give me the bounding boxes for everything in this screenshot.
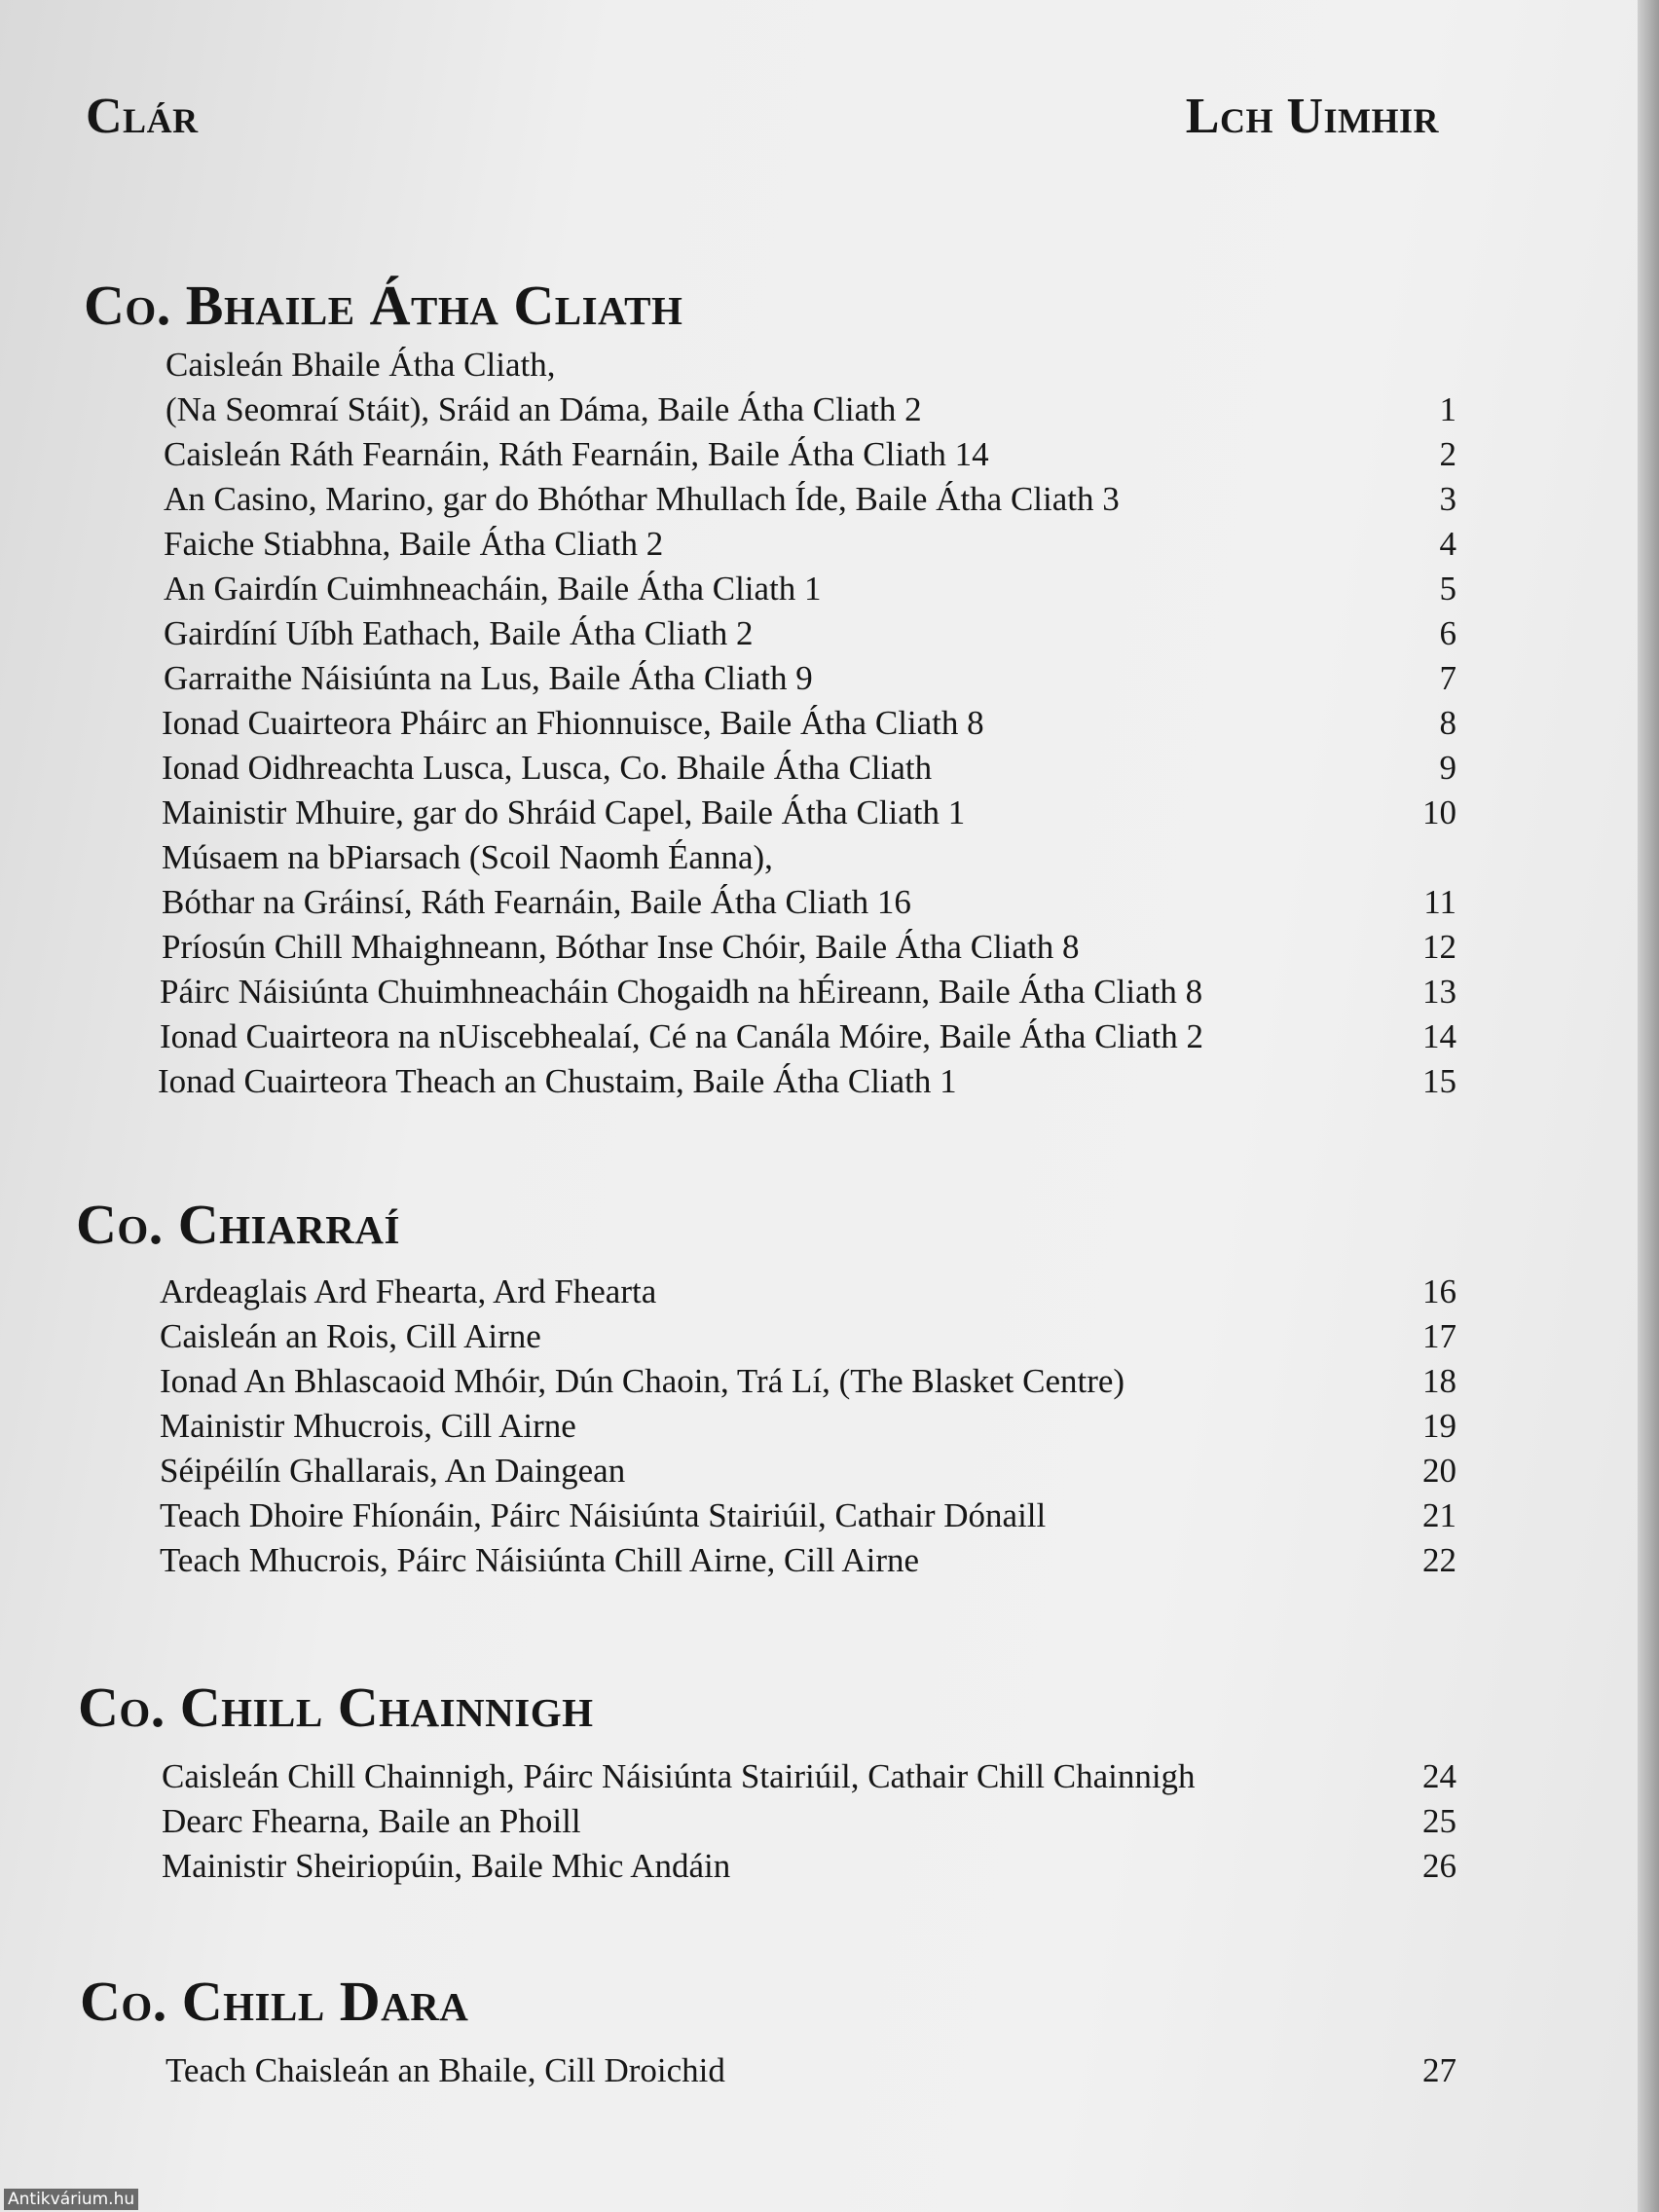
entry-title: Séipéilín Ghallarais, An Daingean xyxy=(160,1452,626,1490)
toc-entry[interactable] xyxy=(0,1059,1659,1104)
toc-entry[interactable] xyxy=(0,656,1659,701)
toc-entry[interactable] xyxy=(0,1270,1659,1314)
entry-page: 7 xyxy=(1439,659,1456,697)
watermark-text: Antikvárium.hu xyxy=(4,2189,138,2210)
entry-title: Caisleán Chill Chainnigh, Páirc Náisiúnta Stairiúil, Cathair Chill Chainnigh xyxy=(162,1757,1196,1795)
toc-entry[interactable] xyxy=(0,925,1659,970)
toc-entry[interactable] xyxy=(0,1404,1659,1449)
entry-title: Ionad Cuairteora Theach an Chustaim, Baile Átha Cliath 1 xyxy=(158,1062,957,1100)
entry-title: Mainistir Sheiriopúin, Baile Mhic Andáin xyxy=(162,1847,731,1885)
entry-title: Faiche Stiabhna, Baile Átha Cliath 2 xyxy=(164,525,664,563)
entry-title: Dearc Fhearna, Baile an Phoill xyxy=(162,1802,581,1840)
entry-title: Príosún Chill Mhaighneann, Bóthar Inse Chóir, Baile Átha Cliath 8 xyxy=(162,928,1080,966)
toc-entry[interactable] xyxy=(0,970,1659,1014)
contents-heading: Clár xyxy=(86,89,199,144)
entry-title: Bóthar na Gráinsí, Ráth Fearnáin, Baile Átha Cliath 16 xyxy=(162,883,911,921)
entry-title: Ionad Cuairteora na nUiscebhealaí, Cé na Canála Móire, Baile Átha Cliath 2 xyxy=(160,1017,1203,1055)
entry-title: Caisleán an Rois, Cill Airne xyxy=(160,1317,541,1355)
entry-title: Teach Chaisleán an Bhaile, Cill Droichid xyxy=(166,2051,725,2089)
toc-entry[interactable] xyxy=(0,2048,1659,2093)
entry-page: 8 xyxy=(1439,704,1456,742)
toc-entry[interactable] xyxy=(0,1493,1659,1538)
entry-title: Músaem na bPiarsach (Scoil Naomh Éanna), xyxy=(162,838,773,876)
toc-entry[interactable] xyxy=(0,343,1659,387)
toc-entry[interactable] xyxy=(0,1799,1659,1844)
toc-entry[interactable] xyxy=(0,387,1659,432)
entry-page: 14 xyxy=(1422,1017,1456,1055)
section-title: Co. Bhaile Átha Cliath xyxy=(84,274,683,337)
entry-title: Ardeaglais Ard Fhearta, Ard Fhearta xyxy=(160,1272,657,1310)
toc-entry[interactable] xyxy=(0,1314,1659,1359)
entry-page: 9 xyxy=(1439,749,1456,787)
entry-page: 5 xyxy=(1439,570,1456,608)
toc-entry[interactable] xyxy=(0,1844,1659,1889)
entry-title: Ionad Oidhreachta Lusca, Lusca, Co. Bhaile Átha Cliath xyxy=(162,749,933,787)
toc-entry[interactable] xyxy=(0,835,1659,880)
section-title: Co. Chiarraí xyxy=(76,1193,400,1256)
entry-title: Ionad Cuairteora Pháirc an Fhionnuisce, Baile Átha Cliath 8 xyxy=(162,704,984,742)
page-number-heading: Lch Uimhir xyxy=(1185,89,1439,144)
toc-entry[interactable] xyxy=(0,1359,1659,1404)
entry-page: 21 xyxy=(1422,1496,1456,1534)
toc-entry[interactable] xyxy=(0,1538,1659,1583)
entry-page: 4 xyxy=(1439,525,1456,563)
entry-title: Garraithe Náisiúnta na Lus, Baile Átha Cliath 9 xyxy=(164,659,813,697)
entry-page: 25 xyxy=(1422,1802,1456,1840)
entry-page: 24 xyxy=(1422,1757,1456,1795)
entry-page: 11 xyxy=(1423,883,1456,921)
entry-title: Teach Mhucrois, Páirc Náisiúnta Chill Airne, Cill Airne xyxy=(160,1541,920,1579)
toc-entry[interactable] xyxy=(0,701,1659,746)
entry-title: An Gairdín Cuimhneacháin, Baile Átha Cliath 1 xyxy=(164,570,822,608)
entry-title: An Casino, Marino, gar do Bhóthar Mhullach Íde, Baile Átha Cliath 3 xyxy=(164,480,1120,518)
toc-entry[interactable] xyxy=(0,1449,1659,1493)
entry-page: 26 xyxy=(1422,1847,1456,1885)
entry-title: Mainistir Mhuire, gar do Shráid Capel, Baile Átha Cliath 1 xyxy=(162,793,966,831)
toc-entry[interactable] xyxy=(0,746,1659,791)
entry-page: 22 xyxy=(1422,1541,1456,1579)
entry-page: 12 xyxy=(1422,928,1456,966)
toc-entry[interactable] xyxy=(0,522,1659,567)
entry-title: (Na Seomraí Stáit), Sráid an Dáma, Baile Átha Cliath 2 xyxy=(166,390,922,428)
entry-page: 17 xyxy=(1422,1317,1456,1355)
entry-page: 20 xyxy=(1422,1452,1456,1490)
entry-title: Ionad An Bhlascaoid Mhóir, Dún Chaoin, Trá Lí, (The Blasket Centre) xyxy=(160,1362,1125,1400)
entry-page: 16 xyxy=(1422,1272,1456,1310)
entry-page: 27 xyxy=(1422,2051,1456,2089)
entry-title: Gairdíní Uíbh Eathach, Baile Átha Cliath 2 xyxy=(164,614,754,652)
entry-page: 15 xyxy=(1422,1062,1456,1100)
entry-title: Páirc Náisiúnta Chuimhneacháin Chogaidh na hÉireann, Baile Átha Cliath 8 xyxy=(160,973,1203,1011)
entry-page: 10 xyxy=(1422,793,1456,831)
toc-entry[interactable] xyxy=(0,432,1659,477)
toc-entry[interactable] xyxy=(0,611,1659,656)
entry-page: 3 xyxy=(1439,480,1456,518)
entry-page: 18 xyxy=(1422,1362,1456,1400)
entry-page: 2 xyxy=(1439,435,1456,473)
entry-page: 6 xyxy=(1439,614,1456,652)
entry-title: Mainistir Mhucrois, Cill Airne xyxy=(160,1407,576,1445)
toc-entry[interactable] xyxy=(0,791,1659,835)
toc-entry[interactable] xyxy=(0,477,1659,522)
section-title: Co. Chill Chainnigh xyxy=(78,1676,594,1739)
toc-entry[interactable] xyxy=(0,880,1659,925)
toc-entry[interactable] xyxy=(0,1754,1659,1799)
entry-page: 13 xyxy=(1422,973,1456,1011)
entry-page: 1 xyxy=(1439,390,1456,428)
entry-title: Caisleán Ráth Fearnáin, Ráth Fearnáin, Baile Átha Cliath 14 xyxy=(164,435,989,473)
entry-title: Teach Dhoire Fhíonáin, Páirc Náisiúnta Stairiúil, Cathair Dónaill xyxy=(160,1496,1047,1534)
toc-entry[interactable] xyxy=(0,1014,1659,1059)
entry-page: 19 xyxy=(1422,1407,1456,1445)
toc-entry[interactable] xyxy=(0,567,1659,611)
section-title: Co. Chill Dara xyxy=(80,1970,469,2033)
entry-title: Caisleán Bhaile Átha Cliath, xyxy=(166,346,556,384)
